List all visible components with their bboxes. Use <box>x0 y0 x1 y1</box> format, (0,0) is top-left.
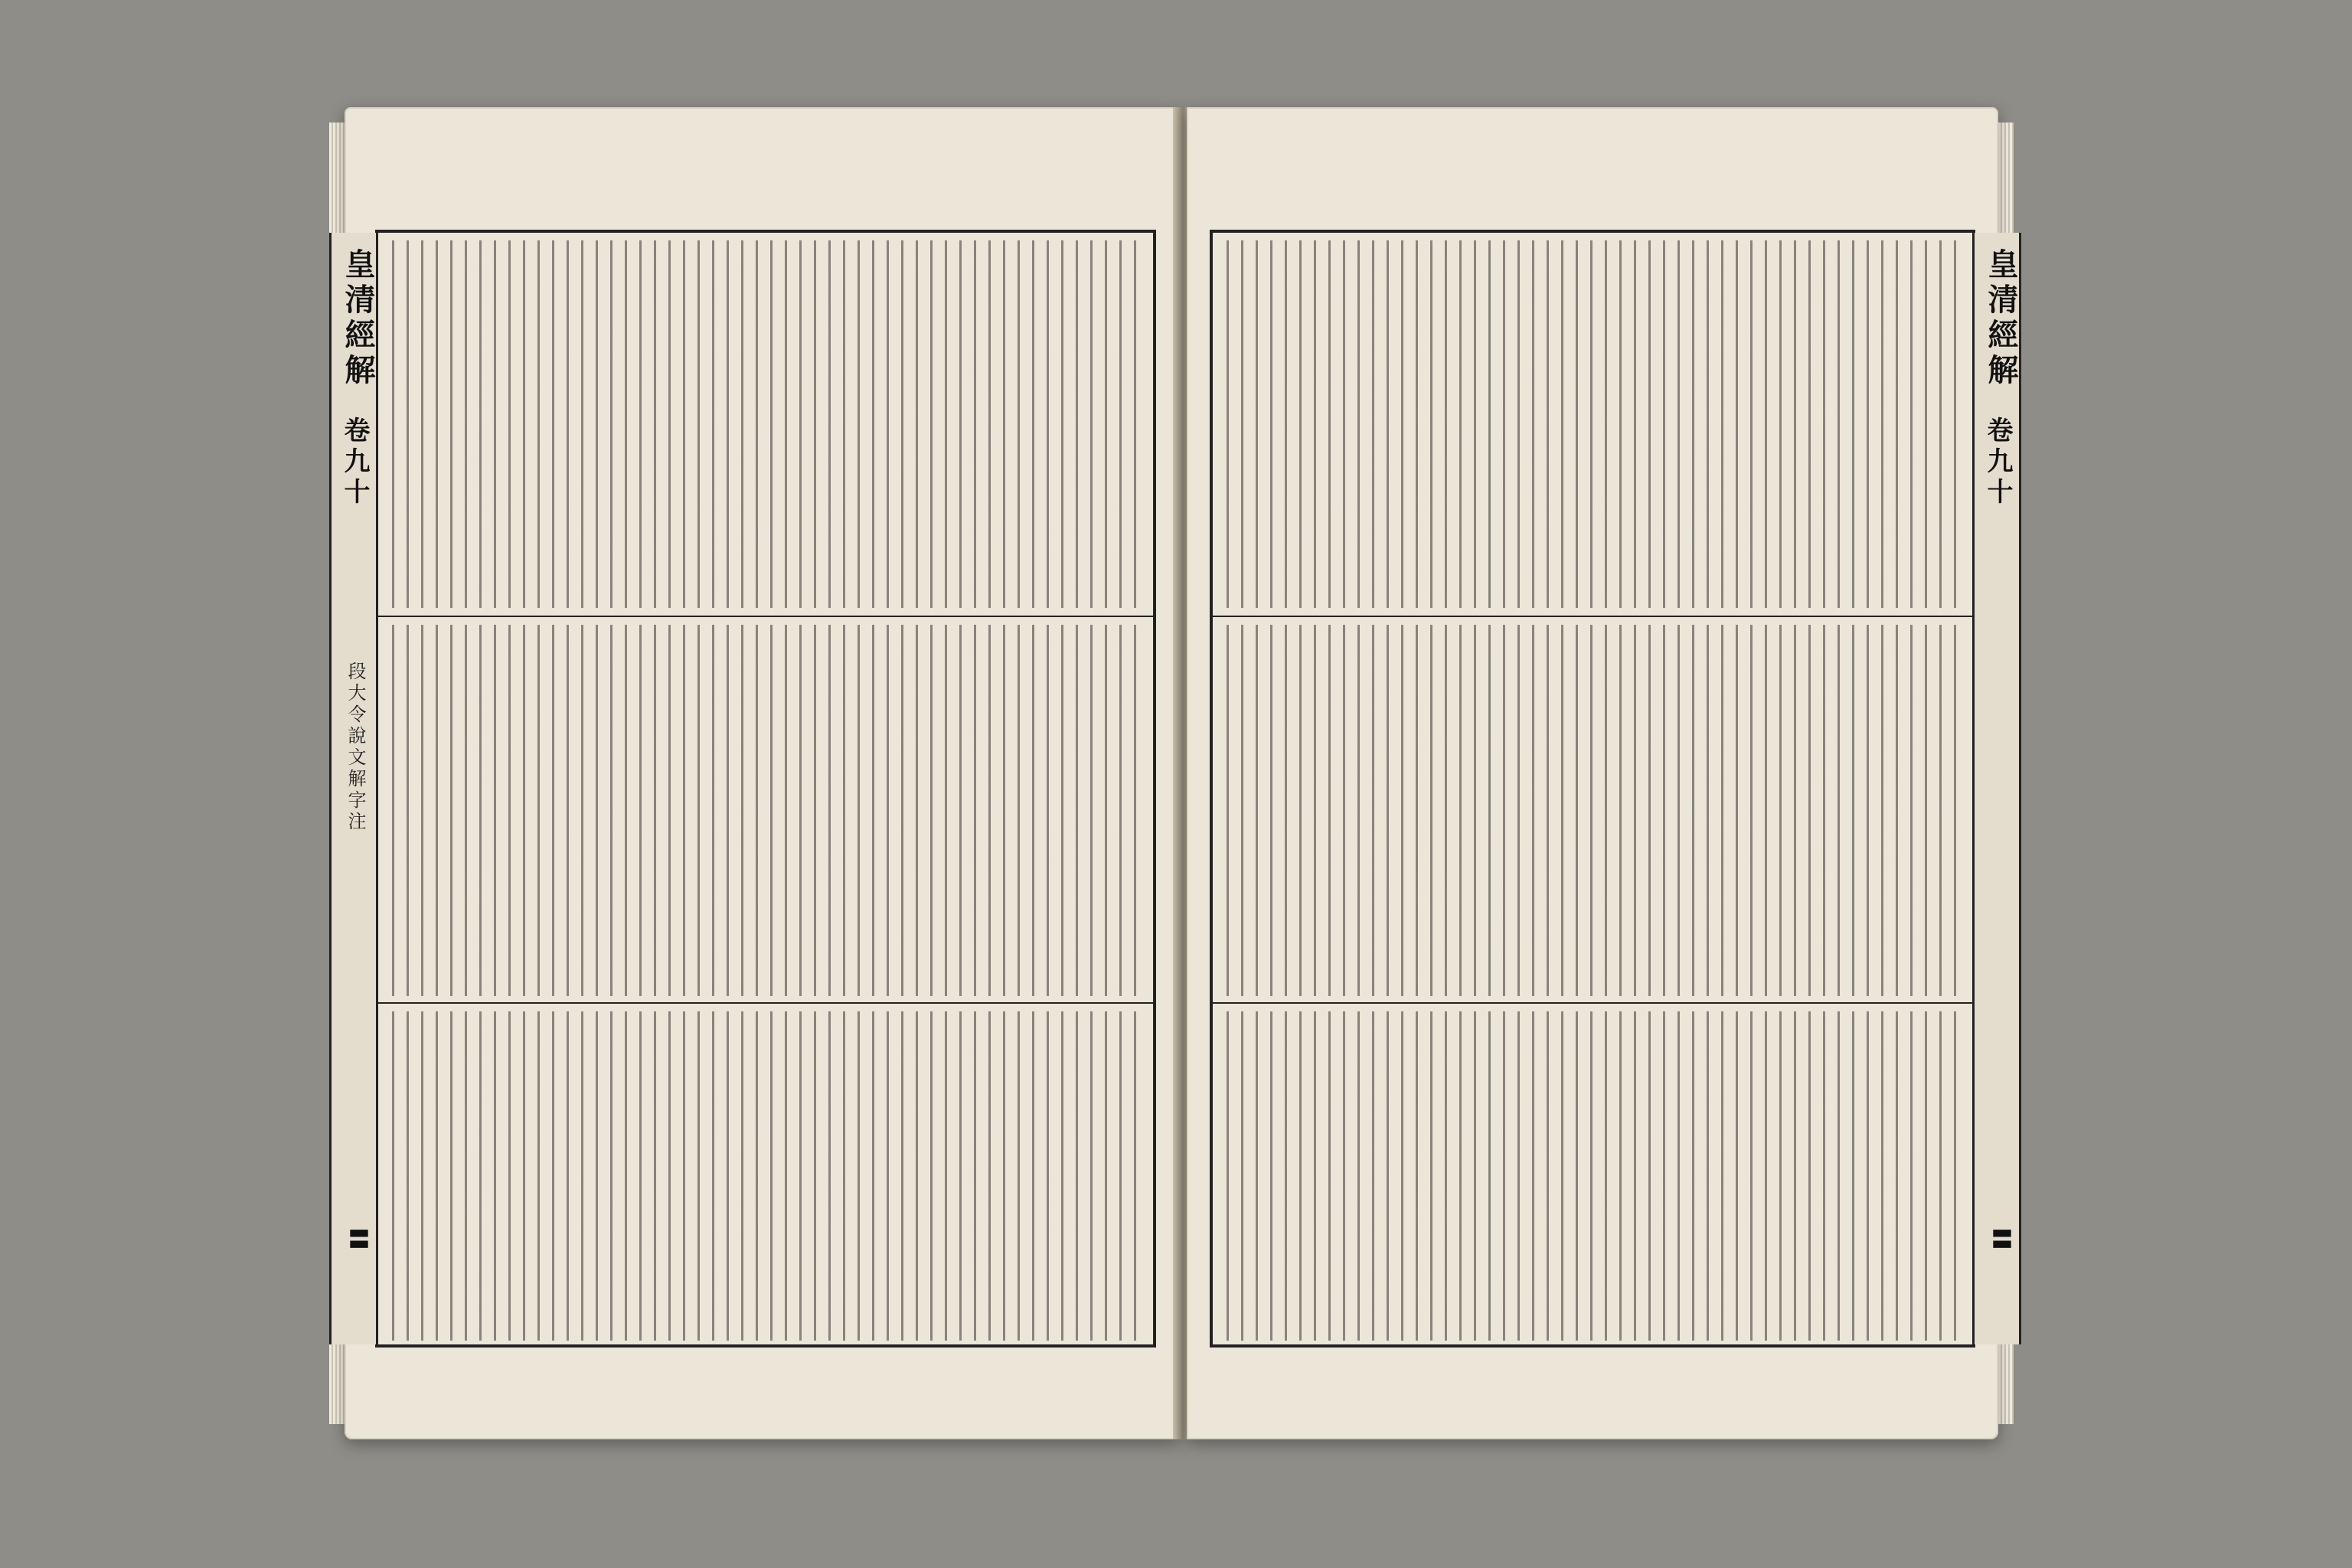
left-volume-label: 卷九十 <box>339 416 370 508</box>
left-footer-title: 段大令說文解字注 <box>345 662 366 833</box>
left-text-register-3 <box>386 1011 1145 1341</box>
left-row-divider-1 <box>378 616 1153 617</box>
left-page <box>339 107 1179 1439</box>
left-page-number: 〓 <box>345 1228 371 1250</box>
right-running-title: 皇清經解 <box>1983 248 2019 389</box>
left-running-title: 皇清經解 <box>340 248 376 389</box>
right-page <box>1187 107 2019 1439</box>
right-row-divider-1 <box>1213 616 1972 617</box>
right-row-divider-2 <box>1213 1002 1972 1004</box>
right-text-register-1 <box>1220 240 1965 608</box>
right-text-frame <box>1210 230 2019 1348</box>
left-margin-column <box>329 233 378 1344</box>
left-row-divider-2 <box>378 1002 1153 1004</box>
right-margin-column <box>1972 233 2021 1344</box>
right-volume-label: 卷九十 <box>1982 416 2013 508</box>
left-text-register-2 <box>386 625 1145 996</box>
left-text-frame <box>339 230 1156 1348</box>
right-text-register-2 <box>1220 625 1965 996</box>
right-page-number: 〓 <box>1988 1228 2014 1250</box>
open-book <box>329 92 2019 1478</box>
left-text-register-1 <box>386 240 1145 608</box>
right-text-register-3 <box>1220 1011 1965 1341</box>
